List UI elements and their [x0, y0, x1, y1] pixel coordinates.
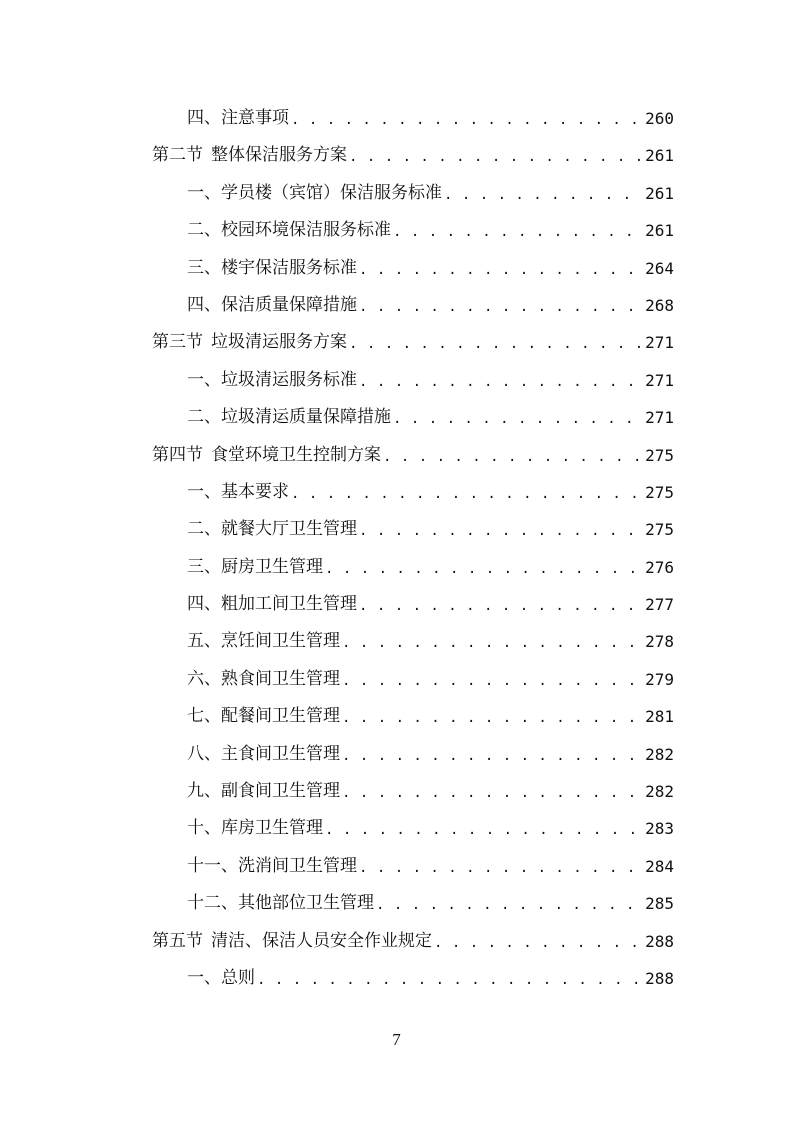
dot-leader — [391, 399, 641, 436]
toc-entry-page: 281 — [645, 707, 674, 727]
toc-entry-title: 三、厨房卫生管理 — [187, 556, 323, 577]
toc-entry-page: 282 — [645, 744, 674, 764]
dot-leader — [357, 511, 641, 548]
dot-leader — [255, 960, 641, 997]
toc-entry[interactable] — [152, 885, 674, 922]
dot-leader — [323, 549, 641, 586]
toc-entry[interactable] — [152, 773, 674, 810]
toc-section-label: 第四节 — [152, 444, 203, 465]
dot-leader — [347, 324, 641, 361]
dot-leader — [381, 437, 641, 474]
toc-section-entry[interactable] — [152, 137, 674, 174]
toc-entry-page: 276 — [645, 557, 674, 577]
toc-entry-page: 275 — [645, 445, 674, 465]
toc-entry[interactable] — [152, 250, 674, 287]
dot-leader — [391, 212, 641, 249]
toc-entry[interactable] — [152, 661, 674, 698]
toc-entry[interactable] — [152, 736, 674, 773]
toc-entry-title: 一、基本要求 — [187, 481, 289, 502]
toc-entry-title: 四、注意事项 — [187, 108, 289, 128]
toc-entry-title: 五、烹饪间卫生管理 — [187, 631, 340, 652]
toc-entry[interactable] — [152, 960, 674, 997]
dot-leader — [289, 100, 641, 137]
toc-entry-page: 285 — [645, 894, 674, 914]
dot-leader — [340, 736, 641, 773]
toc-entry-title: 一、学员楼（宾馆）保洁服务标准 — [187, 182, 442, 203]
toc-entry-title: 清洁、保洁人员安全作业规定 — [211, 930, 432, 951]
toc-entry-page: 261 — [645, 221, 674, 241]
toc-entry[interactable] — [152, 623, 674, 660]
toc-entry-title: 垃圾清运服务方案 — [211, 332, 347, 353]
dot-leader — [340, 773, 641, 810]
toc-entry-title: 整体保洁服务方案 — [211, 145, 347, 166]
toc-entry-page: 279 — [645, 669, 674, 689]
toc-entry-title: 十一、洗消间卫生管理 — [187, 855, 357, 876]
toc-entry[interactable] — [152, 212, 674, 249]
toc-entry-title: 一、总则 — [187, 967, 255, 988]
toc-entry-title: 八、主食间卫生管理 — [187, 743, 340, 764]
toc-entry-page: 288 — [645, 968, 674, 988]
toc-entry-page: 277 — [645, 595, 674, 615]
toc-entry-title: 二、垃圾清运质量保障措施 — [187, 407, 391, 428]
dot-leader — [357, 586, 641, 623]
toc-entry[interactable] — [152, 848, 674, 885]
toc-entry-page: 282 — [645, 782, 674, 802]
toc-entry-page: 271 — [645, 408, 674, 428]
dot-leader — [374, 885, 641, 922]
toc-entry-page: 264 — [645, 258, 674, 278]
dot-leader — [289, 474, 641, 511]
toc-entry[interactable] — [152, 511, 674, 548]
toc-entry-page: 271 — [645, 370, 674, 390]
dot-leader — [340, 661, 641, 698]
toc-entry-title: 四、保洁质量保障措施 — [187, 294, 357, 315]
toc-section-entry[interactable] — [152, 923, 674, 960]
toc-entry-page: 271 — [645, 333, 674, 353]
toc-entry-page: 275 — [645, 520, 674, 540]
toc-entry-page: 283 — [645, 819, 674, 839]
dot-leader — [340, 623, 641, 660]
toc-entry-title: 九、副食间卫生管理 — [187, 781, 340, 802]
toc-entry-page: 261 — [645, 146, 674, 166]
toc-entry-title: 一、垃圾清运服务标准 — [187, 369, 357, 390]
toc-entry-title: 二、校园环境保洁服务标准 — [187, 220, 391, 241]
toc-entry-page: 268 — [645, 295, 674, 315]
dot-leader — [347, 137, 641, 174]
toc-entry-page: 278 — [645, 632, 674, 652]
toc-entry[interactable] — [152, 399, 674, 436]
toc-entry[interactable] — [152, 287, 674, 324]
toc-entry-title: 六、熟食间卫生管理 — [187, 668, 340, 689]
toc-entry-title: 十二、其他部位卫生管理 — [187, 893, 374, 914]
page-number: 7 — [392, 1030, 401, 1049]
toc-entry-page: 275 — [645, 482, 674, 502]
dot-leader — [357, 362, 641, 399]
dot-leader — [432, 923, 641, 960]
toc-entry-title: 四、粗加工间卫生管理 — [187, 594, 357, 615]
toc-entry-page: 288 — [645, 931, 674, 951]
dot-leader — [357, 250, 641, 287]
toc-entry[interactable] — [152, 549, 674, 586]
toc-entry[interactable] — [152, 810, 674, 847]
toc-entry[interactable] — [152, 698, 674, 735]
toc-section-label: 第三节 — [152, 332, 203, 353]
toc-entry-page: 260 — [645, 109, 674, 128]
toc-section-entry[interactable] — [152, 437, 674, 474]
dot-leader — [340, 698, 641, 735]
toc-section-label: 第二节 — [152, 145, 203, 166]
toc-entry[interactable] — [152, 586, 674, 623]
toc-section-entry[interactable] — [152, 324, 674, 361]
dot-leader — [357, 287, 641, 324]
toc-entry[interactable] — [152, 175, 674, 212]
dot-leader — [357, 848, 641, 885]
toc-section-label: 第五节 — [152, 930, 203, 951]
toc-entry-page: 284 — [645, 856, 674, 876]
table-of-contents — [152, 100, 674, 997]
toc-entry-page: 261 — [645, 183, 674, 203]
toc-entry[interactable] — [152, 474, 674, 511]
toc-entry-title: 七、配餐间卫生管理 — [187, 706, 340, 727]
toc-entry-title: 二、就餐大厅卫生管理 — [187, 519, 357, 540]
dot-leader — [442, 175, 641, 212]
toc-entry-title: 三、楼宇保洁服务标准 — [187, 257, 357, 278]
dot-leader — [323, 810, 641, 847]
toc-entry[interactable] — [152, 100, 674, 137]
toc-entry[interactable] — [152, 362, 674, 399]
toc-entry-title: 十、库房卫生管理 — [187, 818, 323, 839]
toc-entry-title: 食堂环境卫生控制方案 — [211, 444, 381, 465]
